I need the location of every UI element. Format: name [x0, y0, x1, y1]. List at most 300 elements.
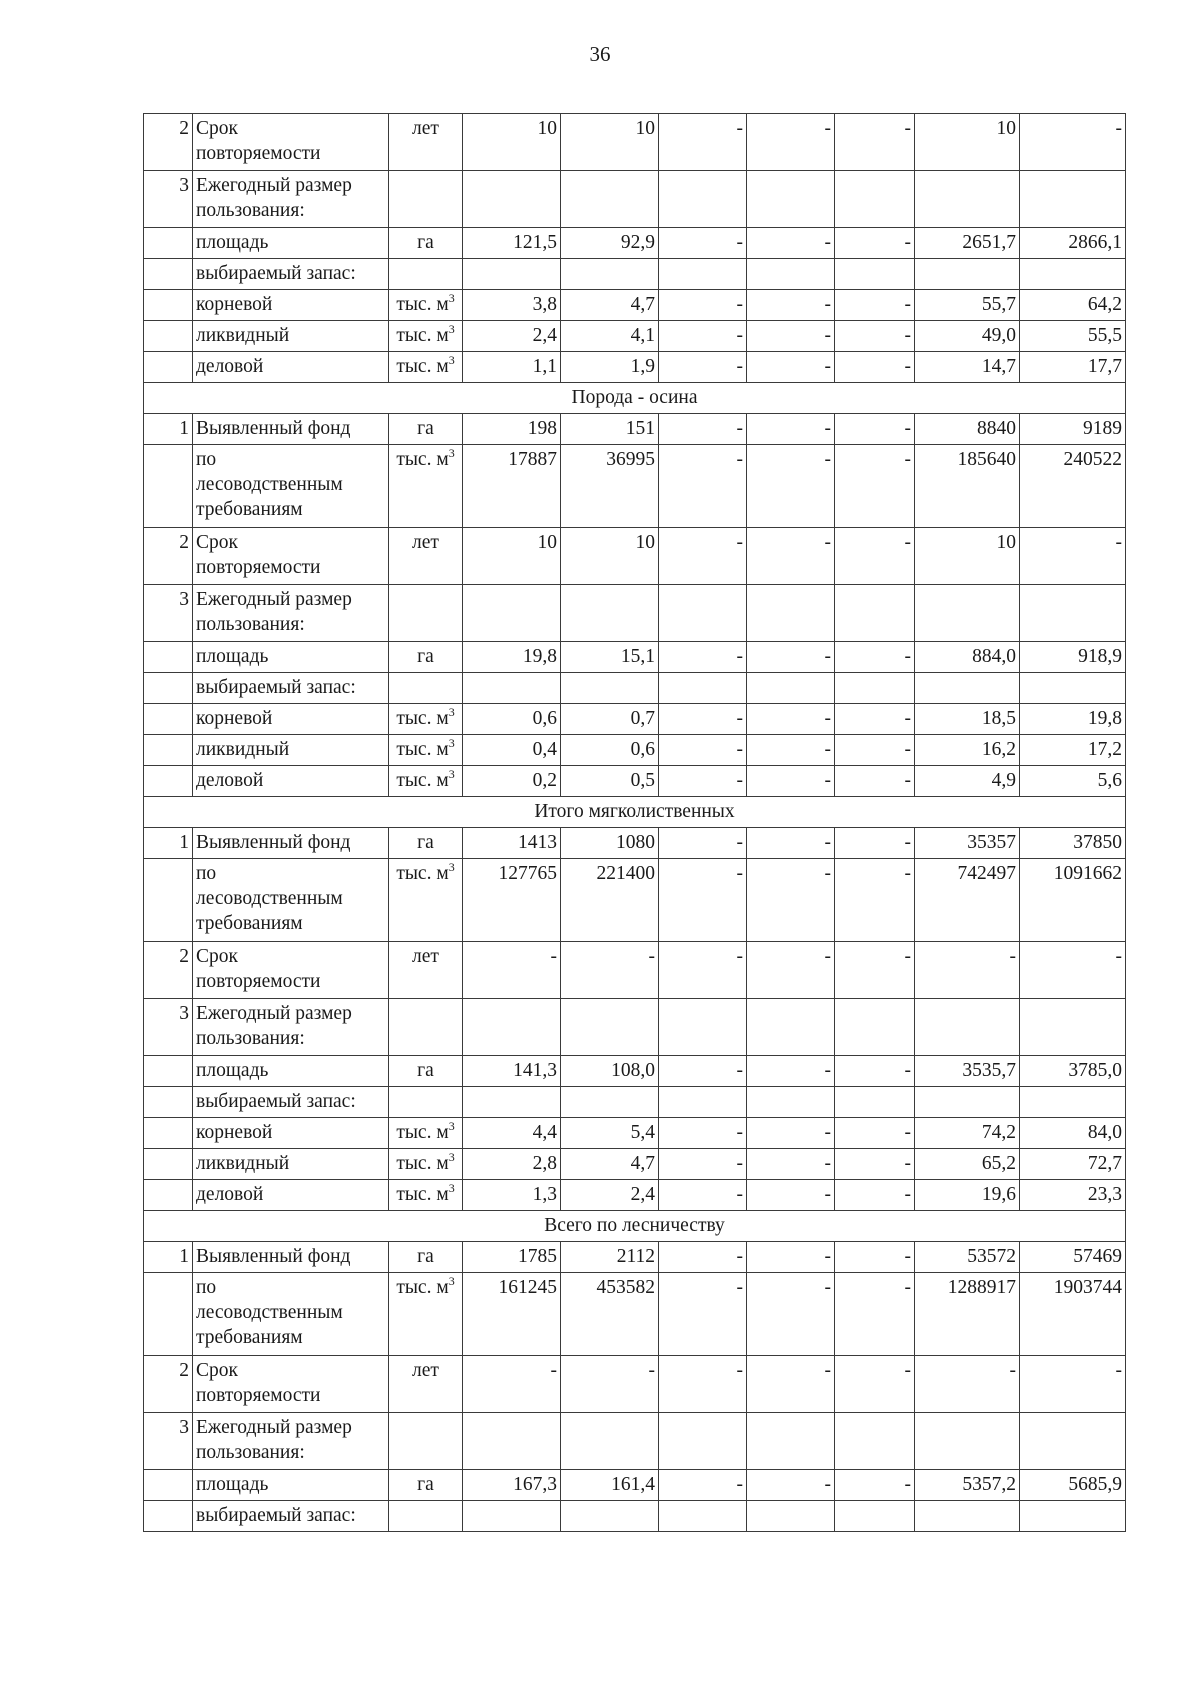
value-cell: 4,7	[561, 290, 659, 321]
value-cell	[463, 1501, 561, 1532]
value-cell	[659, 1501, 747, 1532]
value-cell: 17887	[463, 445, 561, 528]
row-number	[144, 642, 193, 673]
value-cell: 167,3	[463, 1470, 561, 1501]
table-row	[144, 1501, 1126, 1532]
value-cell: 5357,2	[915, 1470, 1020, 1501]
value-cell: 3785,0	[1020, 1056, 1126, 1087]
value-cell	[1020, 1413, 1126, 1470]
row-number: 3	[144, 1413, 193, 1470]
value-cell	[747, 999, 835, 1056]
value-cell: 198	[463, 414, 561, 445]
unit-cell: тыс. $м^3$	[389, 1149, 463, 1180]
value-cell: 4,7	[561, 1149, 659, 1180]
row-label: деловой	[193, 1180, 389, 1211]
value-cell	[659, 1413, 747, 1470]
row-label: корневой	[193, 1118, 389, 1149]
unit-cell: тыс. $м^3$	[389, 321, 463, 352]
table-row	[144, 735, 1126, 766]
value-cell	[463, 1087, 561, 1118]
value-cell: 9189	[1020, 414, 1126, 445]
value-cell	[561, 673, 659, 704]
row-number: 3	[144, 585, 193, 642]
value-cell: -	[747, 704, 835, 735]
row-label: площадь	[193, 1056, 389, 1087]
value-cell: -	[835, 414, 915, 445]
unit-cell: га	[389, 414, 463, 445]
unit-cell: га	[389, 642, 463, 673]
row-label: выбираемый запас:	[193, 673, 389, 704]
unit-cell	[389, 171, 463, 228]
unit-cell: тыс. $м^3$	[389, 1118, 463, 1149]
table-row	[144, 1413, 1126, 1470]
value-cell	[747, 171, 835, 228]
value-cell: 453582	[561, 1273, 659, 1356]
value-cell: 0,6	[463, 704, 561, 735]
row-number: 1	[144, 414, 193, 445]
value-cell: -	[747, 321, 835, 352]
value-cell: -	[835, 1242, 915, 1273]
value-cell: -	[659, 766, 747, 797]
value-cell: 72,7	[1020, 1149, 1126, 1180]
value-cell	[915, 171, 1020, 228]
unit-cell: тыс. $м^3$	[389, 290, 463, 321]
table-row	[144, 642, 1126, 673]
value-cell	[747, 673, 835, 704]
value-cell: 16,2	[915, 735, 1020, 766]
row-number	[144, 259, 193, 290]
value-cell	[747, 585, 835, 642]
row-label: Срок повторяемости	[193, 942, 389, 999]
unit-cell	[389, 1501, 463, 1532]
table-row	[144, 228, 1126, 259]
table-row	[144, 766, 1126, 797]
value-cell: -	[747, 942, 835, 999]
page-number: 36	[589, 42, 611, 66]
value-cell	[561, 1087, 659, 1118]
row-label: Ежегодный размер пользования:	[193, 1413, 389, 1470]
value-cell: -	[659, 1118, 747, 1149]
value-cell: 92,9	[561, 228, 659, 259]
value-cell	[747, 259, 835, 290]
table-row	[144, 414, 1126, 445]
value-cell: 0,5	[561, 766, 659, 797]
value-cell: 17,7	[1020, 352, 1126, 383]
value-cell	[1020, 171, 1126, 228]
value-cell: 5,6	[1020, 766, 1126, 797]
value-cell: -	[835, 828, 915, 859]
value-cell	[1020, 585, 1126, 642]
value-cell: 884,0	[915, 642, 1020, 673]
table-row	[144, 528, 1126, 585]
value-cell: 2,4	[561, 1180, 659, 1211]
value-cell: -	[659, 642, 747, 673]
table-row	[144, 171, 1126, 228]
value-cell	[1020, 259, 1126, 290]
value-cell: 84,0	[1020, 1118, 1126, 1149]
value-cell: -	[747, 228, 835, 259]
table-row	[144, 859, 1126, 942]
value-cell: 2,8	[463, 1149, 561, 1180]
unit-cell: тыс. $м^3$	[389, 1180, 463, 1211]
value-cell: -	[835, 859, 915, 942]
value-cell: 74,2	[915, 1118, 1020, 1149]
row-label: Срок повторяемости	[193, 1356, 389, 1413]
row-label: выбираемый запас:	[193, 1501, 389, 1532]
table-row	[144, 942, 1126, 999]
value-cell: -	[747, 1470, 835, 1501]
value-cell: -	[835, 228, 915, 259]
value-cell: 1080	[561, 828, 659, 859]
value-cell: -	[659, 1470, 747, 1501]
value-cell	[915, 1413, 1020, 1470]
value-cell	[835, 1501, 915, 1532]
value-cell: 221400	[561, 859, 659, 942]
value-cell: -	[561, 1356, 659, 1413]
table-row	[144, 673, 1126, 704]
value-cell	[835, 1087, 915, 1118]
value-cell	[747, 1413, 835, 1470]
value-cell	[747, 1501, 835, 1532]
value-cell: 14,7	[915, 352, 1020, 383]
table-row	[144, 1356, 1126, 1413]
value-cell: -	[835, 704, 915, 735]
table-row	[144, 1149, 1126, 1180]
row-label: деловой	[193, 352, 389, 383]
value-cell: -	[659, 114, 747, 171]
value-cell	[1020, 999, 1126, 1056]
value-cell: -	[835, 1356, 915, 1413]
value-cell: 742497	[915, 859, 1020, 942]
unit-cell	[389, 585, 463, 642]
value-cell: 36995	[561, 445, 659, 528]
table-row	[144, 1118, 1126, 1149]
unit-cell	[389, 673, 463, 704]
value-cell: 10	[561, 114, 659, 171]
row-label: корневой	[193, 704, 389, 735]
value-cell: -	[835, 321, 915, 352]
unit-cell: га	[389, 828, 463, 859]
value-cell: -	[835, 735, 915, 766]
value-cell: -	[835, 1056, 915, 1087]
value-cell: 1785	[463, 1242, 561, 1273]
value-cell: -	[747, 642, 835, 673]
value-cell: -	[747, 414, 835, 445]
row-number: 3	[144, 171, 193, 228]
value-cell: 108,0	[561, 1056, 659, 1087]
value-cell: -	[835, 528, 915, 585]
value-cell: -	[747, 1056, 835, 1087]
unit-cell: тыс. $м^3$	[389, 859, 463, 942]
value-cell	[835, 585, 915, 642]
unit-cell: тыс. $м^3$	[389, 445, 463, 528]
table-row	[144, 1087, 1126, 1118]
unit-cell: га	[389, 1242, 463, 1273]
value-cell	[915, 999, 1020, 1056]
row-label: ликвидный	[193, 1149, 389, 1180]
unit-cell: га	[389, 1056, 463, 1087]
unit-cell: га	[389, 1470, 463, 1501]
table-row	[144, 1180, 1126, 1211]
value-cell	[659, 171, 747, 228]
value-cell: 1,1	[463, 352, 561, 383]
value-cell: 151	[561, 414, 659, 445]
value-cell: -	[1020, 1356, 1126, 1413]
unit-cell: лет	[389, 114, 463, 171]
value-cell: -	[747, 1149, 835, 1180]
value-cell: -	[659, 352, 747, 383]
value-cell	[915, 1501, 1020, 1532]
value-cell: 10	[463, 114, 561, 171]
row-number	[144, 704, 193, 735]
value-cell: 55,7	[915, 290, 1020, 321]
value-cell: 1,3	[463, 1180, 561, 1211]
row-number: 2	[144, 942, 193, 999]
value-cell: 19,8	[1020, 704, 1126, 735]
row-label: Выявленный фонд	[193, 414, 389, 445]
unit-cell: тыс. $м^3$	[389, 1273, 463, 1356]
value-cell	[659, 999, 747, 1056]
value-cell: 5,4	[561, 1118, 659, 1149]
value-cell: 18,5	[915, 704, 1020, 735]
unit-cell: тыс. $м^3$	[389, 735, 463, 766]
value-cell: -	[659, 228, 747, 259]
row-label: ликвидный	[193, 735, 389, 766]
row-number: 2	[144, 114, 193, 171]
value-cell	[463, 259, 561, 290]
value-cell	[463, 585, 561, 642]
value-cell: 161,4	[561, 1470, 659, 1501]
row-label: по лесоводственным требованиям	[193, 445, 389, 528]
value-cell: -	[659, 942, 747, 999]
row-number	[144, 352, 193, 383]
value-cell: -	[747, 445, 835, 528]
value-cell: 185640	[915, 445, 1020, 528]
value-cell: -	[747, 1242, 835, 1273]
row-label: деловой	[193, 766, 389, 797]
value-cell: 57469	[1020, 1242, 1126, 1273]
value-cell: -	[835, 1180, 915, 1211]
value-cell: 17,2	[1020, 735, 1126, 766]
row-label: площадь	[193, 1470, 389, 1501]
value-cell: -	[659, 290, 747, 321]
value-cell	[915, 1087, 1020, 1118]
value-cell: 1288917	[915, 1273, 1020, 1356]
value-cell: 0,7	[561, 704, 659, 735]
value-cell: -	[1020, 114, 1126, 171]
value-cell	[915, 585, 1020, 642]
value-cell: 19,8	[463, 642, 561, 673]
value-cell: 35357	[915, 828, 1020, 859]
row-label: ликвидный	[193, 321, 389, 352]
value-cell: 23,3	[1020, 1180, 1126, 1211]
value-cell: 8840	[915, 414, 1020, 445]
value-cell: -	[659, 414, 747, 445]
table-row	[144, 445, 1126, 528]
value-cell: 141,3	[463, 1056, 561, 1087]
value-cell: 49,0	[915, 321, 1020, 352]
row-number	[144, 290, 193, 321]
row-label: Срок повторяемости	[193, 528, 389, 585]
value-cell: -	[747, 766, 835, 797]
row-number	[144, 1118, 193, 1149]
section-header-row	[144, 1211, 1126, 1242]
value-cell: 64,2	[1020, 290, 1126, 321]
row-label: выбираемый запас:	[193, 259, 389, 290]
value-cell: 55,5	[1020, 321, 1126, 352]
value-cell: 37850	[1020, 828, 1126, 859]
value-cell	[835, 259, 915, 290]
table-row	[144, 259, 1126, 290]
row-number	[144, 735, 193, 766]
table-row	[144, 999, 1126, 1056]
table-row	[144, 828, 1126, 859]
value-cell	[1020, 1501, 1126, 1532]
row-number	[144, 321, 193, 352]
value-cell: 0,2	[463, 766, 561, 797]
value-cell	[659, 585, 747, 642]
unit-cell: лет	[389, 528, 463, 585]
table-row	[144, 1273, 1126, 1356]
value-cell: -	[1020, 528, 1126, 585]
row-number	[144, 1470, 193, 1501]
table-row	[144, 1242, 1126, 1273]
table-row	[144, 290, 1126, 321]
value-cell: -	[835, 1149, 915, 1180]
row-number: 2	[144, 1356, 193, 1413]
value-cell: 65,2	[915, 1149, 1020, 1180]
value-cell: -	[747, 114, 835, 171]
value-cell: -	[835, 114, 915, 171]
row-number: 1	[144, 828, 193, 859]
value-cell: 10	[463, 528, 561, 585]
row-number: 3	[144, 999, 193, 1056]
value-cell: -	[747, 290, 835, 321]
row-number	[144, 1149, 193, 1180]
value-cell: 4,9	[915, 766, 1020, 797]
value-cell: -	[747, 1356, 835, 1413]
value-cell	[561, 171, 659, 228]
value-cell: -	[659, 445, 747, 528]
value-cell: 53572	[915, 1242, 1020, 1273]
value-cell: -	[747, 828, 835, 859]
value-cell: -	[835, 445, 915, 528]
table-row	[144, 114, 1126, 171]
row-number	[144, 445, 193, 528]
value-cell: 0,4	[463, 735, 561, 766]
value-cell: 19,6	[915, 1180, 1020, 1211]
value-cell: -	[659, 828, 747, 859]
value-cell: 121,5	[463, 228, 561, 259]
table-row	[144, 321, 1126, 352]
value-cell	[463, 673, 561, 704]
row-label: по лесоводственным требованиям	[193, 1273, 389, 1356]
value-cell: -	[659, 1180, 747, 1211]
value-cell: 10	[915, 114, 1020, 171]
value-cell: 2651,7	[915, 228, 1020, 259]
row-label: выбираемый запас:	[193, 1087, 389, 1118]
value-cell: 3,8	[463, 290, 561, 321]
value-cell	[463, 1413, 561, 1470]
unit-cell	[389, 259, 463, 290]
value-cell: -	[835, 290, 915, 321]
value-cell: 3535,7	[915, 1056, 1020, 1087]
value-cell: 918,9	[1020, 642, 1126, 673]
value-cell	[835, 1413, 915, 1470]
value-cell	[561, 1413, 659, 1470]
value-cell: -	[915, 942, 1020, 999]
value-cell: 2866,1	[1020, 228, 1126, 259]
table-body	[144, 114, 1126, 1532]
row-label: корневой	[193, 290, 389, 321]
value-cell: -	[659, 1273, 747, 1356]
table-row	[144, 704, 1126, 735]
value-cell	[915, 259, 1020, 290]
value-cell	[835, 673, 915, 704]
value-cell	[835, 999, 915, 1056]
unit-cell: лет	[389, 1356, 463, 1413]
table-row	[144, 585, 1126, 642]
value-cell	[463, 171, 561, 228]
value-cell: -	[835, 766, 915, 797]
row-number: 2	[144, 528, 193, 585]
value-cell: 0,6	[561, 735, 659, 766]
section-header-row	[144, 383, 1126, 414]
row-number: 1	[144, 1242, 193, 1273]
row-number	[144, 1180, 193, 1211]
value-cell: 127765	[463, 859, 561, 942]
section-title: Итого мягколиственных	[144, 797, 1126, 828]
value-cell: -	[835, 1470, 915, 1501]
value-cell: 1,9	[561, 352, 659, 383]
value-cell: -	[659, 859, 747, 942]
value-cell: 1413	[463, 828, 561, 859]
value-cell: -	[835, 352, 915, 383]
value-cell: -	[659, 321, 747, 352]
row-number	[144, 673, 193, 704]
value-cell	[1020, 673, 1126, 704]
unit-cell	[389, 1087, 463, 1118]
value-cell	[561, 585, 659, 642]
value-cell: -	[463, 1356, 561, 1413]
value-cell	[835, 171, 915, 228]
value-cell: -	[915, 1356, 1020, 1413]
value-cell	[659, 1087, 747, 1118]
value-cell: -	[835, 942, 915, 999]
unit-cell: тыс. $м^3$	[389, 352, 463, 383]
section-title: Всего по лесничеству	[144, 1211, 1126, 1242]
value-cell: -	[659, 735, 747, 766]
value-cell: 2,4	[463, 321, 561, 352]
value-cell: -	[747, 528, 835, 585]
row-number	[144, 859, 193, 942]
row-number	[144, 1273, 193, 1356]
row-label: Выявленный фонд	[193, 1242, 389, 1273]
row-label: Ежегодный размер пользования:	[193, 585, 389, 642]
value-cell	[561, 1501, 659, 1532]
value-cell: -	[561, 942, 659, 999]
value-cell: -	[747, 1118, 835, 1149]
value-cell: -	[659, 1149, 747, 1180]
value-cell: -	[747, 859, 835, 942]
value-cell: -	[835, 642, 915, 673]
value-cell: -	[659, 1242, 747, 1273]
row-label: Ежегодный размер пользования:	[193, 999, 389, 1056]
value-cell: 1903744	[1020, 1273, 1126, 1356]
value-cell: -	[659, 1356, 747, 1413]
value-cell: 4,4	[463, 1118, 561, 1149]
value-cell: 2112	[561, 1242, 659, 1273]
